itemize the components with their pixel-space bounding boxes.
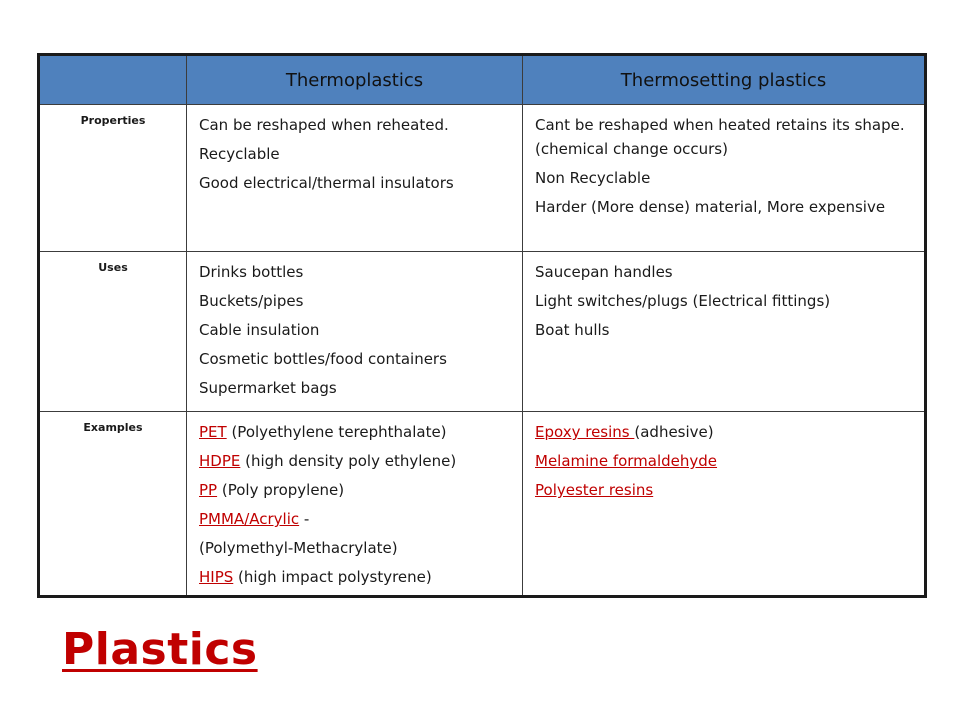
cell-item-text: (Polymethyl-Methacrylate) [199, 539, 398, 557]
cell-item [199, 376, 514, 400]
plastics-comparison-table [37, 53, 927, 598]
cell-item [199, 113, 514, 137]
cell-item [535, 113, 916, 161]
cell-item-text: Supermarket bags [199, 379, 337, 397]
cell-item-text: Recyclable [199, 145, 280, 163]
cell-item-text: Good electrical/thermal insulators [199, 174, 454, 192]
cell-item [199, 536, 514, 560]
cell-item [199, 420, 514, 444]
cell-item [535, 478, 916, 502]
cell-item-text: (adhesive) [634, 423, 714, 441]
cell-item-text: Cosmetic bottles/food containers [199, 350, 447, 368]
table-row [39, 252, 926, 412]
properties-thermoplastics-cell [187, 105, 523, 252]
material-link[interactable]: Polyester resins [535, 481, 654, 499]
table-row [39, 105, 926, 252]
material-link[interactable]: PET [199, 423, 227, 441]
cell-item-text: Boat hulls [535, 321, 610, 339]
cell-item-text: Cable insulation [199, 321, 320, 339]
cell-item [199, 507, 514, 531]
material-link[interactable]: Epoxy resins [535, 423, 635, 441]
cell-item-text: (high impact polystyrene) [233, 568, 432, 586]
row-label-examples: Examples [39, 412, 187, 597]
cell-item [535, 260, 916, 284]
cell-item-text: Cant be reshaped when heated retains its shape. (chemical change occurs) [535, 116, 905, 158]
cell-item-text: Non Recyclable [535, 169, 651, 187]
cell-item [535, 318, 916, 342]
cell-item [199, 142, 514, 166]
examples-thermoplastics-cell [187, 412, 523, 597]
cell-item [199, 318, 514, 342]
cell-item-text: Saucepan handles [535, 263, 673, 281]
cell-item [535, 195, 916, 219]
cell-item-text: Buckets/pipes [199, 292, 304, 310]
material-link[interactable]: HDPE [199, 452, 241, 470]
examples-thermosetting-cell [523, 412, 926, 597]
cell-item-text: Drinks bottles [199, 263, 304, 281]
cell-item [199, 449, 514, 473]
material-link[interactable]: HIPS [199, 568, 234, 586]
cell-item-text: Harder (More dense) material, More expensive [535, 198, 886, 216]
cell-item-text: - [299, 510, 310, 528]
table-row [39, 412, 926, 597]
header-thermosetting-plastics: Thermosetting plastics [523, 55, 926, 105]
table-header-row [39, 55, 926, 105]
row-label-uses: Uses [39, 252, 187, 412]
cell-item-text: Can be reshaped when reheated. [199, 116, 449, 134]
row-label-properties: Properties [39, 105, 187, 252]
header-empty-cell [39, 55, 187, 105]
cell-item [199, 260, 514, 284]
cell-item-text: Light switches/plugs (Electrical fittings) [535, 292, 831, 310]
cell-item-text: (high density poly ethylene) [240, 452, 457, 470]
cell-item [199, 565, 514, 589]
material-link[interactable]: Melamine formaldehyde [535, 452, 718, 470]
cell-item-text: (Polyethylene terephthalate) [226, 423, 447, 441]
cell-item [199, 289, 514, 313]
cell-item [199, 347, 514, 371]
cell-item [535, 166, 916, 190]
uses-thermosetting-cell [523, 252, 926, 412]
cell-item-text: (Poly propylene) [217, 481, 345, 499]
material-link[interactable]: PP [199, 481, 218, 499]
cell-item [199, 171, 514, 195]
cell-item [535, 289, 916, 313]
properties-thermosetting-cell [523, 105, 926, 252]
uses-thermoplastics-cell [187, 252, 523, 412]
cell-item [535, 449, 916, 473]
material-link[interactable]: PMMA/Acrylic [199, 510, 300, 528]
cell-item [535, 420, 916, 444]
header-thermoplastics: Thermoplastics [187, 55, 523, 105]
cell-item [199, 478, 514, 502]
slide-title: Plastics [62, 624, 258, 675]
